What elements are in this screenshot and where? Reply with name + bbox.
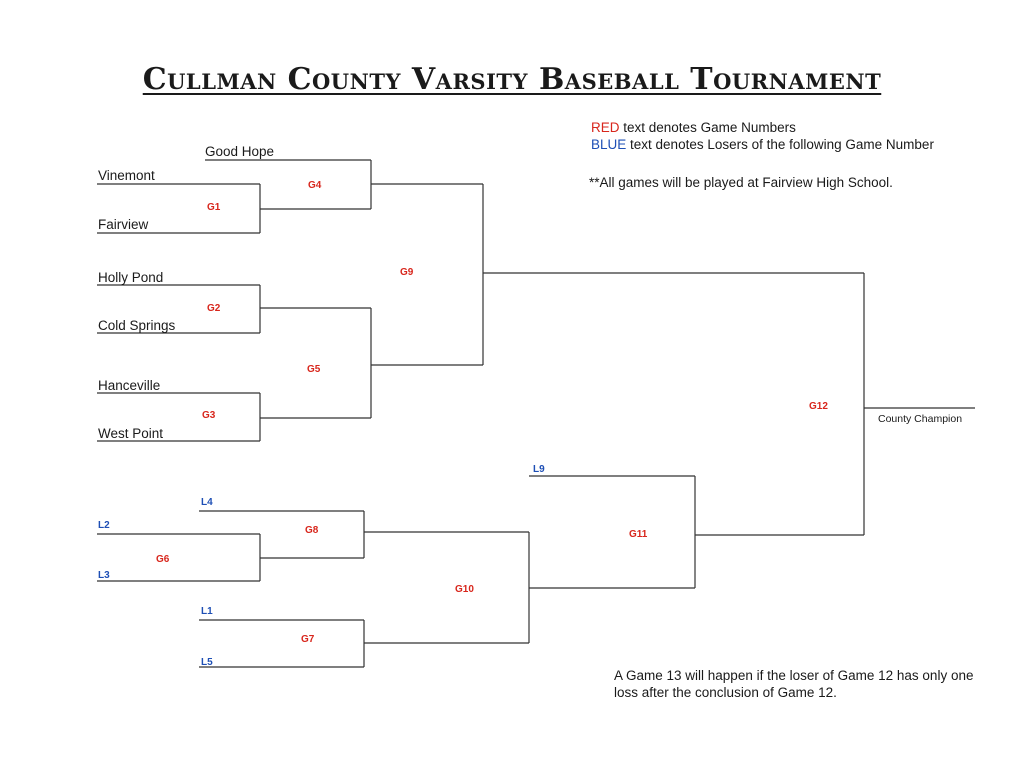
legend-blue-word: BLUE <box>591 137 627 152</box>
bracket-lines <box>97 160 975 667</box>
team-vinemont: Vinemont <box>98 168 155 183</box>
legend-red-word: RED <box>591 120 620 135</box>
game-label-g11: G11 <box>629 529 648 540</box>
team-holly-pond: Holly Pond <box>98 270 164 285</box>
loser-label-l3: L3 <box>98 570 110 581</box>
tournament-title: Cullman County Varsity Baseball Tournament <box>142 62 882 97</box>
team-fairview: Fairview <box>98 217 149 232</box>
game-label-g10: G10 <box>455 584 474 595</box>
team-good-hope: Good Hope <box>205 144 275 159</box>
loser-label-l4: L4 <box>201 497 213 508</box>
game-label-g5: G5 <box>307 364 321 375</box>
legend-red-text: text denotes Game Numbers <box>619 120 796 135</box>
team-hanceville: Hanceville <box>98 378 161 393</box>
loser-label-l1: L1 <box>201 606 213 617</box>
team-west-point: West Point <box>98 426 164 441</box>
game-label-g9: G9 <box>400 267 414 278</box>
game-label-g6: G6 <box>156 554 170 565</box>
loser-label-l5: L5 <box>201 657 213 668</box>
game-label-g1: G1 <box>207 202 221 213</box>
game-label-g12: G12 <box>809 401 828 412</box>
game-label-g2: G2 <box>207 303 221 314</box>
team-cold-springs: Cold Springs <box>98 318 176 333</box>
game-label-g7: G7 <box>301 634 315 645</box>
county-champion-label: County Champion <box>878 413 963 425</box>
legend-blue-text: text denotes Losers of the following Game Number <box>626 137 934 152</box>
game-label-g4: G4 <box>308 180 322 191</box>
game-label-g8: G8 <box>305 525 319 536</box>
loser-label-l2: L2 <box>98 520 110 531</box>
game13-note: A Game 13 will happen if the loser of Game 12 has only one loss after the conclusion of Game 12. <box>614 668 974 700</box>
venue-note: **All games will be played at Fairview High School. <box>589 175 893 190</box>
loser-label-l9: L9 <box>533 464 545 475</box>
game-label-g3: G3 <box>202 410 216 421</box>
